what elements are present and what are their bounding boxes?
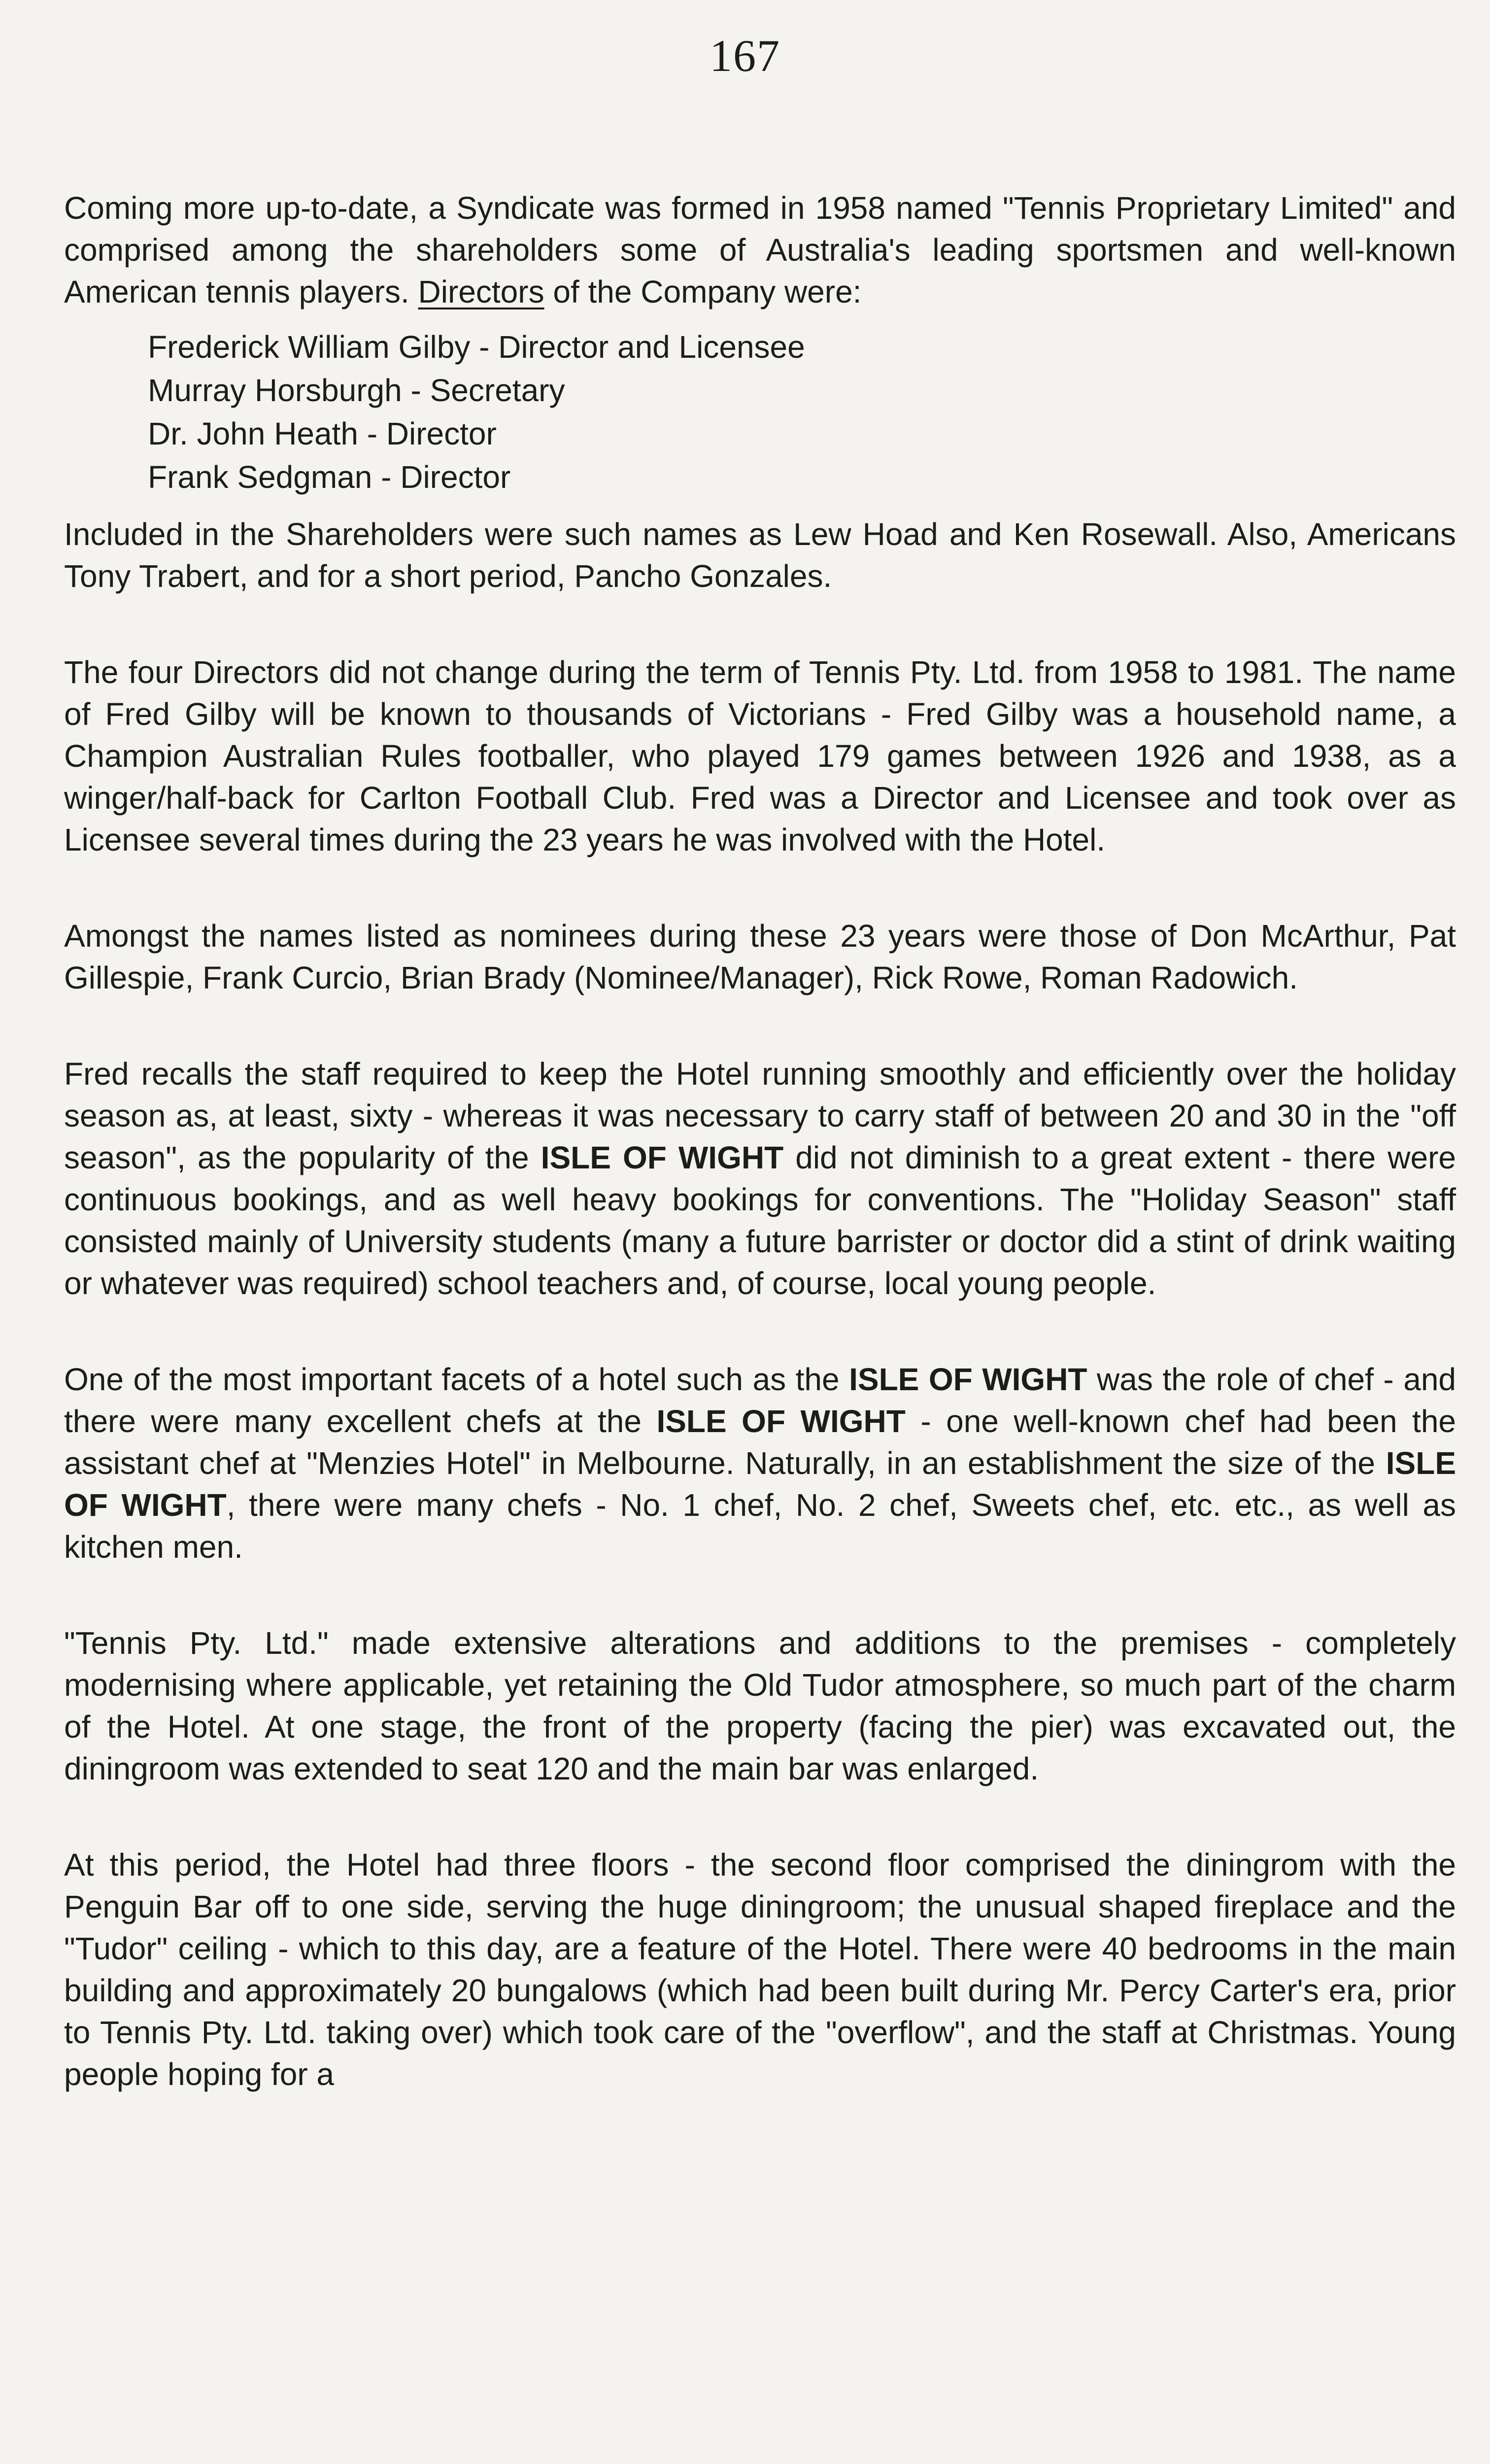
directors-list	[148, 325, 1456, 499]
hotel-name-bold: ISLE OF WIGHT	[541, 1140, 784, 1175]
paragraph-nominees: Amongst the names listed as nominees during these 23 years were those of Don McArthur, Pat Gillespie, Frank Curcio, Brian Brady (Nominee/Manager), Rick Rowe, Roman Radowich.	[64, 918, 1456, 995]
paragraph-chefs	[64, 1359, 1456, 1568]
directors-heading-rest: of the Company were:	[544, 274, 862, 309]
page-number: 167	[710, 31, 780, 81]
paragraph-alterations: "Tennis Pty. Ltd." made extensive alterations and additions to the premises - completely modernising where applicable, yet retaining the Old Tudor atmosphere, so much part of the charm of the Hotel. At one stage, the front of the property (facing the pier) was excavated out, the diningroom was extended to seat 120 and the main bar was enlarged.	[64, 1625, 1456, 1786]
paragraph-staff-part1: Fred recalls the staff required to keep the Hotel running smoothly and efficiently over the holiday season as, at least, sixty - whereas it was necessary to carry staff of between 20 and 30 in the "off season", as the popularity of the	[64, 1056, 1456, 1175]
hotel-name-bold: ISLE OF WIGHT	[64, 1445, 1456, 1523]
paragraph-chefs-part1: One of the most important facets of a hotel such as the	[64, 1362, 849, 1397]
paragraph-chefs-part4: , there were many chefs - No. 1 chef, No. 2 chef, Sweets chef, etc. etc., as well as kitchen men.	[64, 1487, 1456, 1565]
paragraph-directors-term: The four Directors did not change during the term of Tennis Pty. Ltd. from 1958 to 1981. The name of Fred Gilby will be known to thousands of Victorians - Fred Gilby was a household name, a Champion Australian Rules footballer, who played 179 games between 1926 and 1938, as a winger/half-back for Carlton Football Club. Fred was a Director and Licensee and took over as Licensee several times during the 23 years he was involved with the Hotel.	[64, 654, 1456, 857]
director-item: Frank Sedgman - Director	[148, 459, 511, 495]
director-item: Dr. John Heath - Director	[148, 416, 497, 451]
directors-heading: Directors	[418, 274, 544, 309]
paragraph-staff	[64, 1053, 1456, 1304]
paragraph-syndicate	[64, 187, 1456, 313]
hotel-name-bold: ISLE OF WIGHT	[656, 1403, 906, 1439]
paragraph-shareholders: Included in the Shareholders were such names as Lew Hoad and Ken Rosewall. Also, Americans Tony Trabert, and for a short period, Pancho Gonzales.	[64, 516, 1456, 594]
paragraph-staff-part2: did not diminish to a great extent - there were continuous bookings, and as well heavy bookings for conventions. The "Holiday Season" staff consisted mainly of University students (many a future barrister or doctor did a stint of drink waiting or whatever was required) school teachers and, of course, local young people.	[64, 1140, 1456, 1301]
page-body	[64, 187, 1456, 2150]
director-item: Frederick William Gilby - Director and Licensee	[148, 329, 805, 365]
paragraph-chefs-part3: - one well-known chef had been the assistant chef at "Menzies Hotel" in Melbourne. Naturally, in an establishment the size of the	[64, 1403, 1456, 1481]
director-item: Murray Horsburgh - Secretary	[148, 373, 565, 408]
hotel-name-bold: ISLE OF WIGHT	[849, 1362, 1087, 1397]
paragraph-chefs-part2: was the role of chef - and there were many excellent chefs at the	[64, 1362, 1456, 1439]
paragraph-three-floors: At this period, the Hotel had three floors - the second floor comprised the diningrom with the Penguin Bar off to one side, serving the huge diningroom; the unusual shaped fireplace and the "Tudor" ceiling - which to this day, are a feature of the Hotel. There were 40 bedrooms in the main building and approximately 20 bungalows (which had been built during Mr. Percy Carter's era, prior to Tennis Pty. Ltd. taking over) which took care of the "overflow", and the staff at Christmas. Young people hoping for a	[64, 1847, 1456, 2092]
paragraph-syndicate-text: Coming more up-to-date, a Syndicate was formed in 1958 named "Tennis Proprietary Limited" and comprised among the shareholders some of Australia's leading sportsmen and well-known American tennis players.	[64, 190, 1456, 309]
